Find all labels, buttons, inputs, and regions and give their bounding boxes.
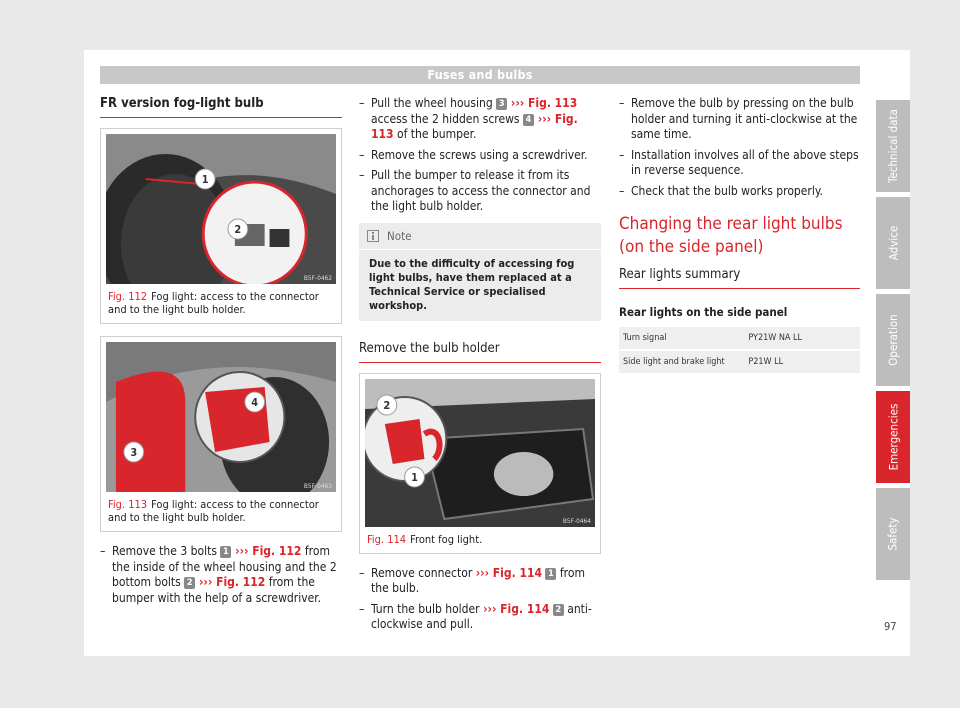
step-item: – Pull the bumper to release it from its anchorages to access the connector and the light bulb holder. xyxy=(359,168,601,215)
tab-safety[interactable]: Safety xyxy=(876,488,910,580)
figure-number: Fig. 113 xyxy=(108,498,148,511)
table-row xyxy=(619,327,860,350)
tab-operation[interactable]: Operation xyxy=(876,294,910,386)
note-header xyxy=(359,223,601,250)
figure-112-caption xyxy=(101,284,341,323)
figure-114-caption xyxy=(360,527,600,553)
step-item: – Turn the bulb holder ››› Fig. 114 2 anti-clockwise and pull. xyxy=(359,602,601,633)
subsection-title: Rear lights summary xyxy=(619,267,860,289)
table-cell: Side light and brake light xyxy=(619,350,744,374)
table-label: Rear lights on the side panel xyxy=(619,305,788,319)
note-box xyxy=(359,223,601,321)
column-2 xyxy=(359,96,601,638)
callout-number: 2 xyxy=(553,604,564,616)
figure-113 xyxy=(100,336,342,532)
figure-link[interactable]: ››› Fig. 114 xyxy=(483,601,550,616)
bulb-table xyxy=(619,327,860,375)
caption-text: Fog light: access to the connector and to the light bulb holder. xyxy=(108,290,319,316)
table-cell: Turn signal xyxy=(619,327,744,350)
figure-113-caption xyxy=(101,492,341,531)
figure-112-image xyxy=(106,134,336,284)
figure-link[interactable]: ››› Fig. 113 xyxy=(371,111,578,141)
figure-112 xyxy=(100,128,342,324)
step-item: – Remove the bulb by pressing on the bulb holder and turning it anti-clockwise at the same time. xyxy=(619,96,860,143)
step-item: – Installation involves all of the above steps in reverse sequence. xyxy=(619,148,860,179)
figure-number: Fig. 114 xyxy=(367,532,407,546)
callout-number: 1 xyxy=(545,568,556,580)
page-number: 97 xyxy=(884,620,897,633)
tab-emergencies[interactable]: Emergencies xyxy=(876,391,910,483)
figure-link[interactable]: ››› Fig. 113 xyxy=(507,96,578,110)
section-title: FR version fog-light bulb xyxy=(100,96,342,118)
figure-114-image xyxy=(365,379,595,527)
column-1 xyxy=(100,96,342,611)
info-icon xyxy=(367,230,379,242)
column-3 xyxy=(619,96,860,375)
step-item: – Pull the wheel housing 3 ››› Fig. 113 access the 2 hidden screws 4 ››› Fig. 113 of the bumper. xyxy=(359,96,601,143)
callout-number: 2 xyxy=(184,577,195,589)
table-cell: P21W LL xyxy=(744,350,860,374)
note-label: Note xyxy=(387,228,412,243)
figure-link[interactable]: ››› Fig. 114 xyxy=(475,565,542,580)
steps-list xyxy=(359,96,601,215)
figure-link[interactable]: ››› Fig. 112 xyxy=(231,544,302,558)
figure-number: Fig. 112 xyxy=(108,290,148,303)
table-cell: PY21W NA LL xyxy=(744,327,860,350)
tab-technical-data[interactable]: Technical data xyxy=(876,100,910,192)
step-item: – Remove the screws using a screwdriver. xyxy=(359,148,601,164)
section-heading: Changing the rear light bulbs (on the side panel) xyxy=(619,214,843,257)
svg-text:2: 2 xyxy=(383,398,391,412)
callout-number: 3 xyxy=(496,98,507,110)
caption-text: Front fog light. xyxy=(410,532,483,546)
figure-code: B5F-0462 xyxy=(303,274,332,282)
callout-number: 4 xyxy=(523,114,534,126)
svg-text:1: 1 xyxy=(411,470,418,484)
figure-code: B5F-0463 xyxy=(303,482,332,490)
svg-text:4: 4 xyxy=(251,395,259,410)
table-row xyxy=(619,350,860,374)
svg-text:3: 3 xyxy=(130,445,138,460)
step-item: – Check that the bulb works properly. xyxy=(619,184,860,200)
chapter-header: Fuses and bulbs xyxy=(100,66,860,84)
svg-text:1: 1 xyxy=(201,172,209,187)
steps-list xyxy=(359,566,601,633)
svg-text:2: 2 xyxy=(234,222,242,237)
steps-list xyxy=(619,96,860,199)
callout-number: 1 xyxy=(220,546,231,558)
step-item: – Remove connector ››› Fig. 114 1 from the bulb. xyxy=(359,566,601,597)
note-text: Due to the difficulty of accessing fog light bulbs, have them replaced at a Technical Service or specialised workshop. xyxy=(369,256,575,312)
caption-text: Fog light: access to the connector and to the light bulb holder. xyxy=(108,498,319,524)
subsection-title: Remove the bulb holder xyxy=(359,341,601,363)
steps-list xyxy=(100,544,342,606)
figure-114 xyxy=(359,373,601,554)
figure-code: B5F-0464 xyxy=(562,516,591,525)
step-item: – Remove the 3 bolts 1 ››› Fig. 112 from the inside of the wheel housing and the 2 bottom bolts 2 ››› Fig. 112 from the bumper with the help of a screwdriver. xyxy=(100,544,342,606)
tab-advice[interactable]: Advice xyxy=(876,197,910,289)
figure-113-image xyxy=(106,342,336,492)
figure-link[interactable]: ››› Fig. 112 xyxy=(195,575,266,589)
